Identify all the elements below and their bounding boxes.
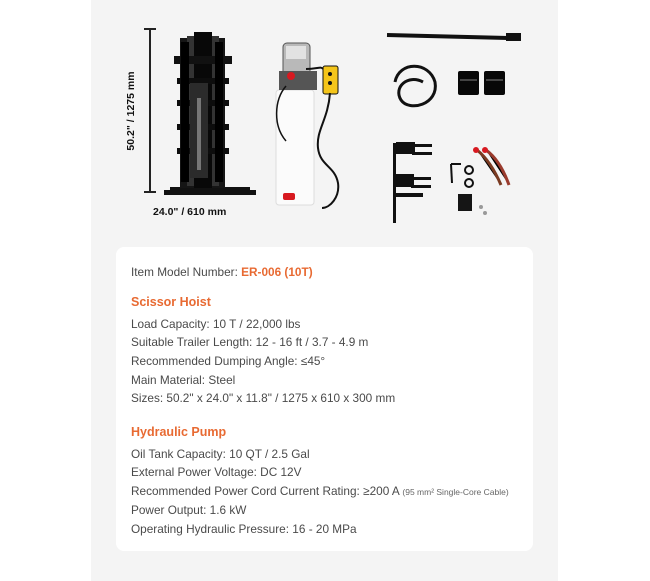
hoist-height-dimension: 50.2" / 1275 mm — [125, 71, 137, 151]
hydraulic-pump-title: Hydraulic Pump — [131, 425, 227, 439]
power-cord-rating-label: Recommended Power Cord Current Rating: ≥200 A — [131, 484, 403, 498]
power-cord-rating-line — [131, 483, 509, 500]
oil-tank-capacity-line: Oil Tank Capacity: 10 QT / 2.5 Gal — [131, 447, 310, 461]
hoses-and-brackets-product — [381, 25, 526, 230]
main-material-line: Main Material: Steel — [131, 373, 236, 387]
hoist-width-dimension: 24.0" / 610 mm — [153, 206, 227, 218]
product-specification-canvas — [91, 0, 558, 581]
scissor-hoist-title: Scissor Hoist — [131, 295, 211, 309]
specification-card — [116, 247, 533, 551]
model-number-label: Item Model Number: — [131, 265, 242, 279]
model-number-line — [131, 264, 313, 280]
scissor-hoist-image — [142, 28, 262, 208]
hydraulic-pump-product — [266, 38, 361, 213]
model-number-value: ER-006 (10T) — [241, 265, 313, 279]
scissor-hoist-product — [142, 28, 262, 208]
sizes-line: Sizes: 50.2" x 24.0" x 11.8" / 1275 x 610 x 300 mm — [131, 391, 396, 405]
load-capacity-line: Load Capacity: 10 T / 22,000 lbs — [131, 317, 301, 331]
hydraulic-pressure-line: Operating Hydraulic Pressure: 16 - 20 MPa — [131, 522, 357, 536]
power-cord-note: (95 mm² Single-Core Cable) — [402, 487, 509, 497]
external-power-voltage-line: External Power Voltage: DC 12V — [131, 465, 302, 479]
product-images — [91, 0, 558, 245]
hoses-and-brackets-image — [381, 25, 526, 230]
hydraulic-pump-image — [266, 38, 361, 213]
power-output-line: Power Output: 1.6 kW — [131, 503, 247, 517]
trailer-length-line: Suitable Trailer Length: 12 - 16 ft / 3.7 - 4.9 m — [131, 335, 369, 349]
dumping-angle-line: Recommended Dumping Angle: ≤45° — [131, 354, 326, 368]
